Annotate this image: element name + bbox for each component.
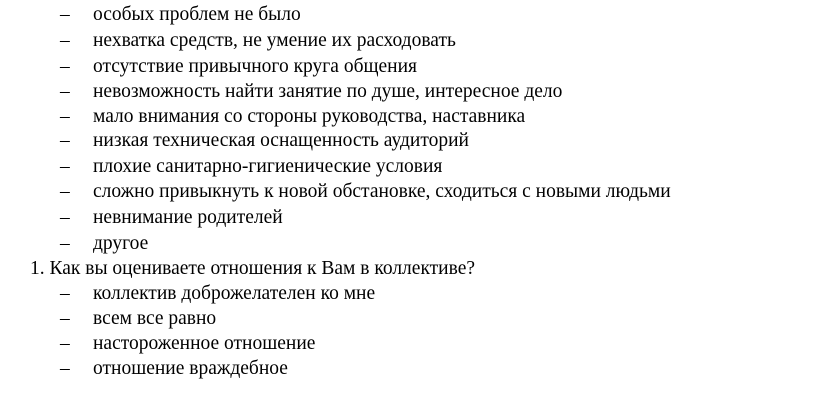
dash-bullet: – [60, 283, 70, 304]
dash-bullet: – [60, 181, 70, 202]
list-item-text: отношение враждебное [93, 358, 288, 379]
list-item [0, 54, 816, 79]
dash-bullet: – [60, 233, 70, 254]
dash-bullet: – [60, 358, 70, 379]
list-item-text: всем все равно [93, 308, 217, 329]
list-item-text: низкая техническая оснащенность аудиторий [93, 130, 469, 151]
list-item [0, 356, 816, 381]
list-item [0, 306, 816, 331]
list-item [0, 281, 816, 306]
list-item [0, 331, 816, 356]
list-item [0, 154, 816, 179]
list-item [0, 231, 816, 256]
list-item-text: невнимание родителей [93, 207, 283, 228]
dash-bullet: – [60, 81, 70, 102]
dash-bullet: – [60, 56, 70, 77]
question-heading [0, 256, 816, 281]
list-item [0, 128, 816, 153]
list-item [0, 205, 816, 230]
dash-bullet: – [60, 333, 70, 354]
list-item-text: плохие санитарно-гигиенические условия [93, 156, 443, 177]
dash-bullet: – [60, 130, 70, 151]
list-item-text: настороженное отношение [93, 333, 316, 354]
list-item-text: нехватка средств, не умение их расходовать [93, 30, 456, 51]
list-item-text: мало внимания со стороны руководства, наставника [93, 106, 526, 127]
dash-bullet: – [60, 207, 70, 228]
list-item-text: другое [93, 233, 149, 254]
list-item-text: сложно привыкнуть к новой обстановке, сходиться с новыми людьми [93, 181, 671, 202]
dash-bullet: – [60, 106, 70, 127]
dash-bullet: – [60, 4, 70, 25]
list-item [0, 104, 816, 129]
list-item-text: особых проблем не было [93, 4, 301, 25]
list-item-text: коллектив доброжелателен ко мне [93, 283, 376, 304]
list-item [0, 2, 816, 27]
list-item [0, 179, 816, 204]
list-item-text: невозможность найти занятие по душе, интересное дело [93, 81, 563, 102]
dash-bullet: – [60, 308, 70, 329]
dash-bullet: – [60, 156, 70, 177]
list-item [0, 28, 816, 53]
list-item [0, 79, 816, 104]
list-item-text: отсутствие привычного круга общения [93, 56, 417, 77]
question-text: 1. Как вы оцениваете отношения к Вам в коллективе? [30, 258, 476, 279]
dash-bullet: – [60, 30, 70, 51]
